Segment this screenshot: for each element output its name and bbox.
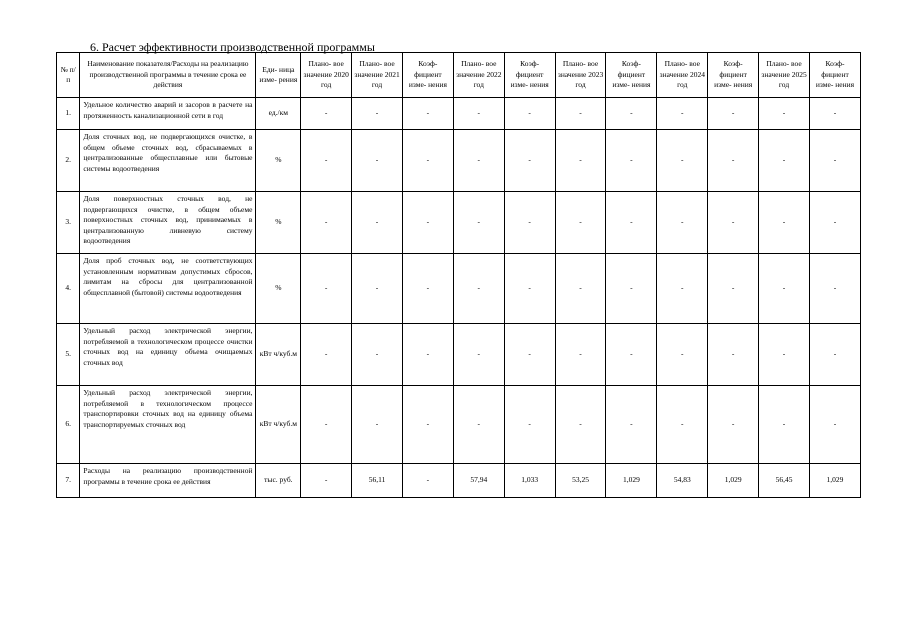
- value-cell: 56,45: [759, 464, 810, 498]
- value-cell: -: [606, 386, 657, 464]
- value-cell: -: [301, 464, 352, 498]
- value-cell: -: [708, 254, 759, 324]
- header-cell: Плано- вое значение 2023 год: [555, 53, 606, 98]
- row-number-cell: 7.: [57, 464, 80, 498]
- value-cell: -: [708, 98, 759, 130]
- value-cell: -: [759, 98, 810, 130]
- unit-cell: %: [256, 192, 301, 254]
- value-cell: -: [555, 98, 606, 130]
- value-cell: -: [504, 254, 555, 324]
- value-cell: -: [352, 98, 403, 130]
- value-cell: -: [504, 98, 555, 130]
- efficiency-table: [56, 52, 861, 498]
- value-cell: -: [504, 192, 555, 254]
- value-cell: -: [759, 192, 810, 254]
- value-cell: -: [352, 130, 403, 192]
- value-cell: -: [402, 386, 453, 464]
- unit-cell: кВт ч/куб.м: [256, 386, 301, 464]
- value-cell: -: [301, 254, 352, 324]
- value-cell: -: [352, 254, 403, 324]
- value-cell: -: [657, 192, 708, 254]
- value-cell: -: [453, 192, 504, 254]
- row-number-cell: 3.: [57, 192, 80, 254]
- header-cell: Коэф- фициент изме- нения: [504, 53, 555, 98]
- indicator-name-cell: Доля проб сточных вод, не соответствующих установленным нормативам допустимых сбросов, лимитам на сбросы для централизованной общесплавной (бытовой) системы водоотведения: [80, 254, 256, 324]
- value-cell: -: [555, 386, 606, 464]
- value-cell: -: [402, 464, 453, 498]
- value-cell: -: [453, 324, 504, 386]
- value-cell: -: [657, 130, 708, 192]
- value-cell: 1,029: [809, 464, 860, 498]
- table-row: [57, 98, 861, 130]
- table-row: [57, 130, 861, 192]
- value-cell: -: [555, 192, 606, 254]
- value-cell: -: [504, 386, 555, 464]
- value-cell: 54,83: [657, 464, 708, 498]
- indicator-name-cell: Доля поверхностных сточных вод, не подвергающихся очистке, в общем объеме поверхностных сточных вод, принимаемых в централизованную ливневую систему водоотведения: [80, 192, 256, 254]
- value-cell: -: [657, 324, 708, 386]
- value-cell: -: [657, 386, 708, 464]
- value-cell: -: [301, 192, 352, 254]
- unit-cell: тыс. руб.: [256, 464, 301, 498]
- value-cell: -: [453, 386, 504, 464]
- header-cell: Плано- вое значение 2024 год: [657, 53, 708, 98]
- value-cell: -: [352, 192, 403, 254]
- value-cell: -: [759, 254, 810, 324]
- row-number-cell: 4.: [57, 254, 80, 324]
- table-row: [57, 324, 861, 386]
- value-cell: 1,033: [504, 464, 555, 498]
- value-cell: 57,94: [453, 464, 504, 498]
- row-number-cell: 1.: [57, 98, 80, 130]
- header-cell: № п/п: [57, 53, 80, 98]
- value-cell: 1,029: [606, 464, 657, 498]
- value-cell: -: [352, 324, 403, 386]
- table-header-row: [57, 53, 861, 98]
- value-cell: 56,11: [352, 464, 403, 498]
- value-cell: -: [606, 98, 657, 130]
- header-cell: Коэф- фициент изме- нения: [606, 53, 657, 98]
- value-cell: -: [606, 192, 657, 254]
- header-cell: Коэф- фициент изме- нения: [402, 53, 453, 98]
- value-cell: 53,25: [555, 464, 606, 498]
- table-row: [57, 254, 861, 324]
- value-cell: -: [301, 386, 352, 464]
- value-cell: -: [809, 98, 860, 130]
- value-cell: -: [301, 324, 352, 386]
- value-cell: 1,029: [708, 464, 759, 498]
- value-cell: -: [809, 386, 860, 464]
- value-cell: -: [301, 98, 352, 130]
- value-cell: -: [606, 254, 657, 324]
- value-cell: -: [759, 324, 810, 386]
- table-row: [57, 464, 861, 498]
- unit-cell: ед./км: [256, 98, 301, 130]
- value-cell: -: [759, 130, 810, 192]
- value-cell: -: [504, 130, 555, 192]
- value-cell: -: [759, 386, 810, 464]
- value-cell: -: [809, 130, 860, 192]
- value-cell: -: [402, 98, 453, 130]
- header-cell: Наименование показателя/Расходы на реализацию производственной программы в течение срока ее действия: [80, 53, 256, 98]
- row-number-cell: 5.: [57, 324, 80, 386]
- value-cell: -: [809, 192, 860, 254]
- value-cell: -: [809, 254, 860, 324]
- value-cell: -: [402, 192, 453, 254]
- unit-cell: %: [256, 254, 301, 324]
- table-body: [57, 98, 861, 498]
- value-cell: -: [657, 98, 708, 130]
- header-cell: Плано- вое значение 2025 год: [759, 53, 810, 98]
- value-cell: -: [555, 254, 606, 324]
- value-cell: -: [402, 254, 453, 324]
- unit-cell: кВт ч/куб.м: [256, 324, 301, 386]
- indicator-name-cell: Расходы на реализацию производственной программы в течение срока ее действия: [80, 464, 256, 498]
- indicator-name-cell: Доля сточных вод, не подвергающихся очистке, в общем объеме сточных вод, сбрасываемых в централизованные общесплавные или бытовые системы водоотведения: [80, 130, 256, 192]
- row-number-cell: 6.: [57, 386, 80, 464]
- value-cell: -: [809, 324, 860, 386]
- value-cell: -: [301, 130, 352, 192]
- value-cell: -: [708, 324, 759, 386]
- value-cell: -: [606, 130, 657, 192]
- header-cell: Плано- вое значение 2022 год: [453, 53, 504, 98]
- value-cell: -: [555, 324, 606, 386]
- value-cell: -: [402, 324, 453, 386]
- indicator-name-cell: Удельное количество аварий и засоров в расчете на протяженность канализационной сети в год: [80, 98, 256, 130]
- value-cell: -: [453, 130, 504, 192]
- value-cell: -: [352, 386, 403, 464]
- unit-cell: %: [256, 130, 301, 192]
- header-cell: Коэф- фициент изме- нения: [708, 53, 759, 98]
- value-cell: -: [555, 130, 606, 192]
- value-cell: -: [708, 386, 759, 464]
- header-cell: Еди- ница изме- рения: [256, 53, 301, 98]
- header-cell: Коэф- фициент изме- нения: [809, 53, 860, 98]
- indicator-name-cell: Удельный расход электрической энергии, потребляемой в технологическом процессе очистки сточных вод на единицу объема очищаемых сточных вод: [80, 324, 256, 386]
- value-cell: -: [453, 254, 504, 324]
- row-number-cell: 2.: [57, 130, 80, 192]
- value-cell: -: [402, 130, 453, 192]
- table-row: [57, 386, 861, 464]
- value-cell: -: [606, 324, 657, 386]
- indicator-name-cell: Удельный расход электрической энергии, потребляемой в технологическом процессе транспортировки сточных вод на единицу объема транспортируемых сточных вод: [80, 386, 256, 464]
- value-cell: -: [708, 130, 759, 192]
- value-cell: -: [708, 192, 759, 254]
- page-title: 6. Расчет эффективности производственной программы: [90, 40, 375, 54]
- header-cell: Плано- вое значение 2020 год: [301, 53, 352, 98]
- value-cell: -: [657, 254, 708, 324]
- value-cell: -: [504, 324, 555, 386]
- value-cell: -: [453, 98, 504, 130]
- header-cell: Плано- вое значение 2021 год: [352, 53, 403, 98]
- table-row: [57, 192, 861, 254]
